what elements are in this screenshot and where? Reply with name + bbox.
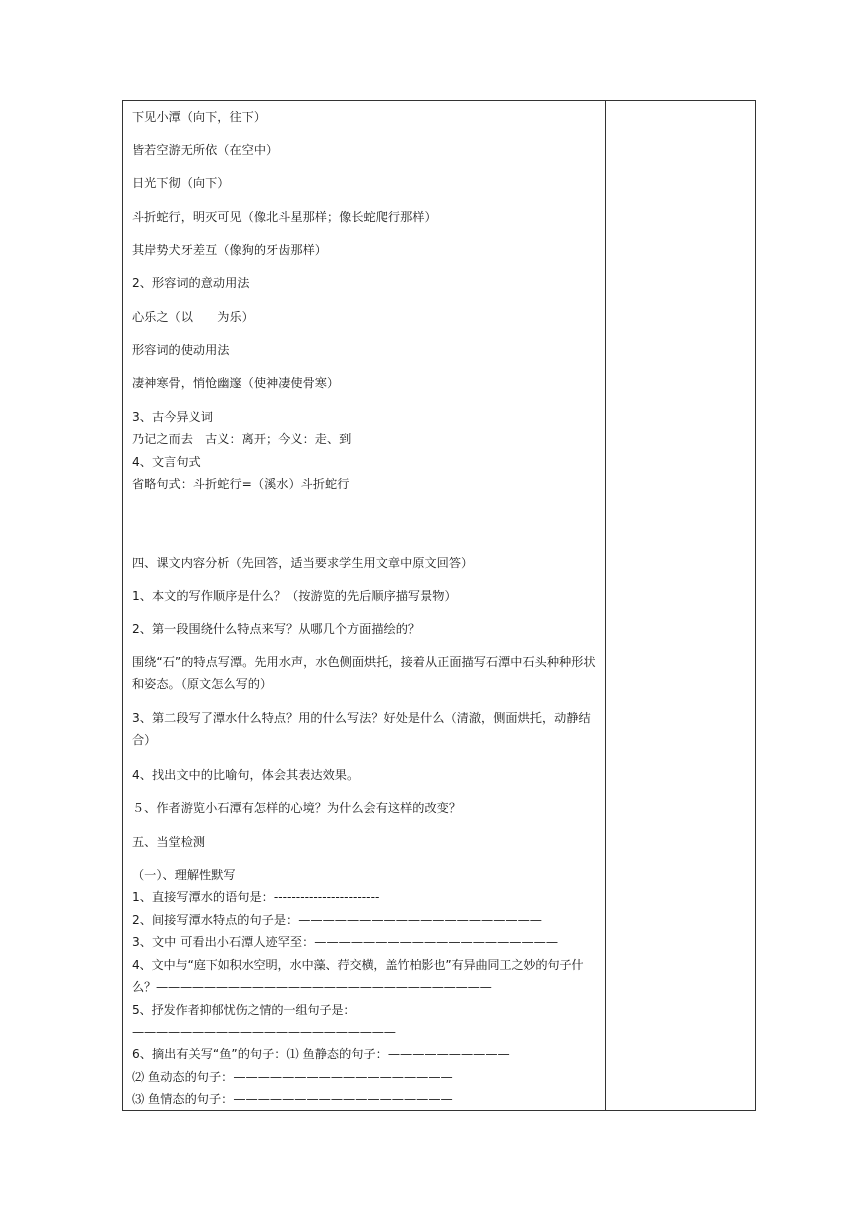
notes-cell bbox=[606, 101, 755, 1110]
text-line: 日光下彻（向下） bbox=[132, 176, 230, 190]
question-line: 4、找出文中的比喻句，体会其表达效果。 bbox=[132, 768, 360, 782]
text-line: 心乐之（以 为乐） bbox=[132, 310, 254, 324]
subsection-heading: （一）、理解性默写 bbox=[132, 868, 236, 882]
section-heading: 2、形容词的意动用法 bbox=[132, 276, 250, 290]
text-line: 其岸势犬牙差互（像狗的牙齿那样） bbox=[132, 243, 327, 257]
section-heading: 3、古今异义词 bbox=[132, 410, 213, 424]
section-heading: 四、课文内容分析（先回答，适当要求学生用文章中原文回答） bbox=[132, 556, 474, 570]
section-heading: 4、文言句式 bbox=[132, 455, 201, 469]
content-cell bbox=[123, 101, 605, 1110]
answer-paragraph: 围绕“石”的特点写潭。先用水声，水色侧面烘托，接着从正面描写石潭中石头种种形状和姿态。（原文怎么写的） bbox=[132, 655, 596, 691]
section-heading: 五、当堂检测 bbox=[132, 835, 206, 849]
text-line: 省略句式：斗折蛇行=（溪水）斗折蛇行 bbox=[132, 477, 350, 491]
section-heading: 形容词的使动用法 bbox=[132, 343, 230, 357]
text-line: 斗折蛇行，明灭可见（像北斗星那样；像长蛇爬行那样） bbox=[132, 210, 437, 224]
exercise-line: ⑶ 鱼情态的句子：—————————————————— bbox=[132, 1092, 453, 1106]
exercise-line: ⑵ 鱼动态的句子：—————————————————— bbox=[132, 1070, 453, 1084]
text-line: 乃记之而去 古义：离开；今义：走、到 bbox=[132, 432, 352, 446]
question-line: 3、第二段写了潭水什么特点？用的什么写法？好处是什么（清澈，侧面烘托，动静结合） bbox=[132, 711, 591, 747]
exercise-line: 1、直接写潭水的语句是：------------------------ bbox=[132, 890, 380, 904]
exercise-line: 5、抒发作者抑郁忧伤之情的一组句子是：—————————————————————— bbox=[132, 1003, 396, 1039]
text-line: 皆若空游无所依（在空中） bbox=[132, 143, 279, 157]
text-line: 下见小潭（向下，往下） bbox=[132, 110, 267, 124]
text-line: 凄神寒骨，悄怆幽邃（使神凄使骨寒） bbox=[132, 376, 340, 390]
exercise-line: 6、摘出有关写“鱼”的句子：⑴ 鱼静态的句子：—————————— bbox=[132, 1047, 510, 1061]
question-line: ５、作者游览小石潭有怎样的心境？为什么会有这样的改变？ bbox=[132, 801, 462, 815]
exercise-line: 2、间接写潭水特点的句子是：———————————————————— bbox=[132, 913, 542, 927]
exercise-line: 4、文中与“庭下如积水空明，水中藻、荇交横，盖竹柏影也”有异曲同工之妙的句子什么？———————————————————————————— bbox=[132, 958, 584, 994]
exercise-line: 3、文中 可看出小石潭人迹罕至：———————————————————— bbox=[132, 935, 559, 949]
lesson-table bbox=[122, 100, 756, 1111]
question-line: 1、本文的写作顺序是什么？（按游览的先后顺序描写景物） bbox=[132, 589, 457, 603]
question-line: 2、第一段围绕什么特点来写？从哪几个方面描绘的？ bbox=[132, 622, 421, 636]
